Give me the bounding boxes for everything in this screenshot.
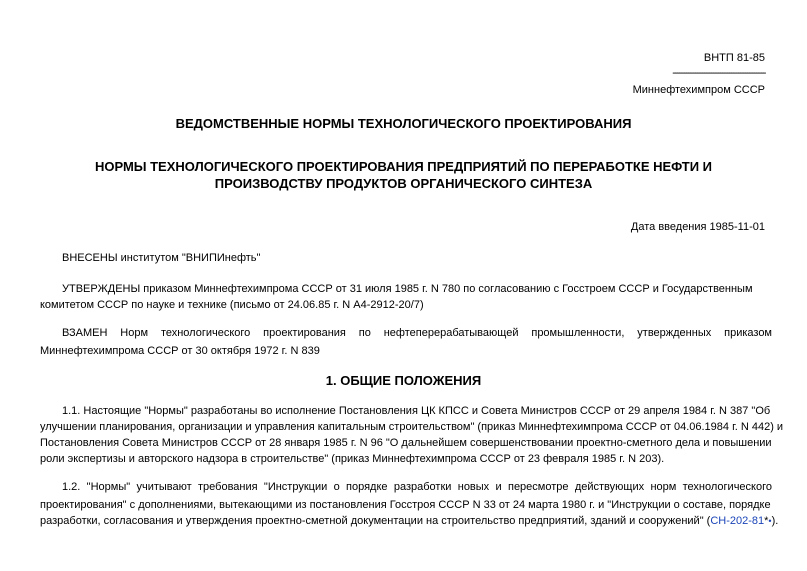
paragraph-1-1-line3: Постановления Совета Министров СССР от 28 января 1985 г. N 96 "О дальнейшем совершенствовании проектно-сметного дела и повышении [40,437,772,449]
effective-date: Дата введения 1985-11-01 [630,221,765,233]
document-code: ВНТП 81-85 [703,52,765,64]
section-heading: 1. ОБЩИЕ ПОЛОЖЕНИЯ [325,373,482,388]
replaces-line1: ВЗАМЕН Норм технологического проектирования по нефтеперерабатывающей промышленности, утвержденных приказом [62,327,772,339]
paragraph-1-2-line3-text: разработки, согласования и утверждения проектно-сметной документации на строительство предприятий, зданий и сооружений" ( [40,515,711,527]
approved-line1: УТВЕРЖДЕНЫ приказом Миннефтехимпрома СССР от 31 июля 1985 г. N 780 по согласованию с Госстроем СССР и Государственным [62,283,753,295]
paragraph-1-2-line3 [40,513,778,530]
introduced-by: ВНЕСЕНЫ институтом "ВНИПИнефть" [62,252,261,264]
paragraph-1-1-line2: улучшении планирования, организации и управления капитальным строительством" (приказ Миннефтехимпрома СССР от 04.06.1984 г. N 442) и [40,421,784,433]
paragraph-1-1-line1: 1.1. Настоящие "Нормы" разработаны во исполнение Постановления ЦК КПСС и Совета Министров СССР от 29 апреля 1984 г. N 387 "Об [62,405,771,417]
paragraph-1-2-line3-end: ). [771,515,779,527]
document-category-title: ВЕДОМСТВЕННЫЕ НОРМЫ ТЕХНОЛОГИЧЕСКОГО ПРОЕКТИРОВАНИЯ [175,116,632,131]
approved-line2: комитетом СССР по науке и технике (письмо от 24.06.85 г. N А4-2912-20/7) [40,299,424,311]
document-title-line1: НОРМЫ ТЕХНОЛОГИЧЕСКОГО ПРОЕКТИРОВАНИЯ ПРЕДПРИЯТИЙ ПО ПЕРЕРАБОТКЕ НЕФТИ И [94,159,713,174]
paragraph-1-1-line4: роли экспертизы и авторского надзора в строительстве" (приказ Миннефтехимпрома СССР от 23 февраля 1985 г. N 203). [40,453,665,465]
footnote-mark: * [764,515,769,527]
paragraph-1-2-line2: проектирования" с дополнениями, вытекающими из постановления Госстроя СССР N 33 от 24 марта 1980 г. и "Инструкции о составе, порядке [40,499,771,511]
issuing-ministry: Миннефтехимпром СССР [632,84,765,96]
paragraph-1-2-line1: 1.2. "Нормы" учитывают требования "Инструкции о порядке разработки новых и пересмотре действующих норм технологического [62,481,772,493]
replaces-line2: Миннефтехимпрома СССР от 30 октября 1972 г. N 839 [40,345,320,357]
link-marker-icon[interactable]: • [768,516,772,526]
header-rule: ----------------------------------------- [672,67,765,79]
document-title-line2: ПРОИЗВОДСТВУ ПРОДУКТОВ ОРГАНИЧЕСКОГО СИНТЕЗА [214,176,593,191]
sn-202-81-link[interactable]: СН-202-81 [710,515,765,527]
